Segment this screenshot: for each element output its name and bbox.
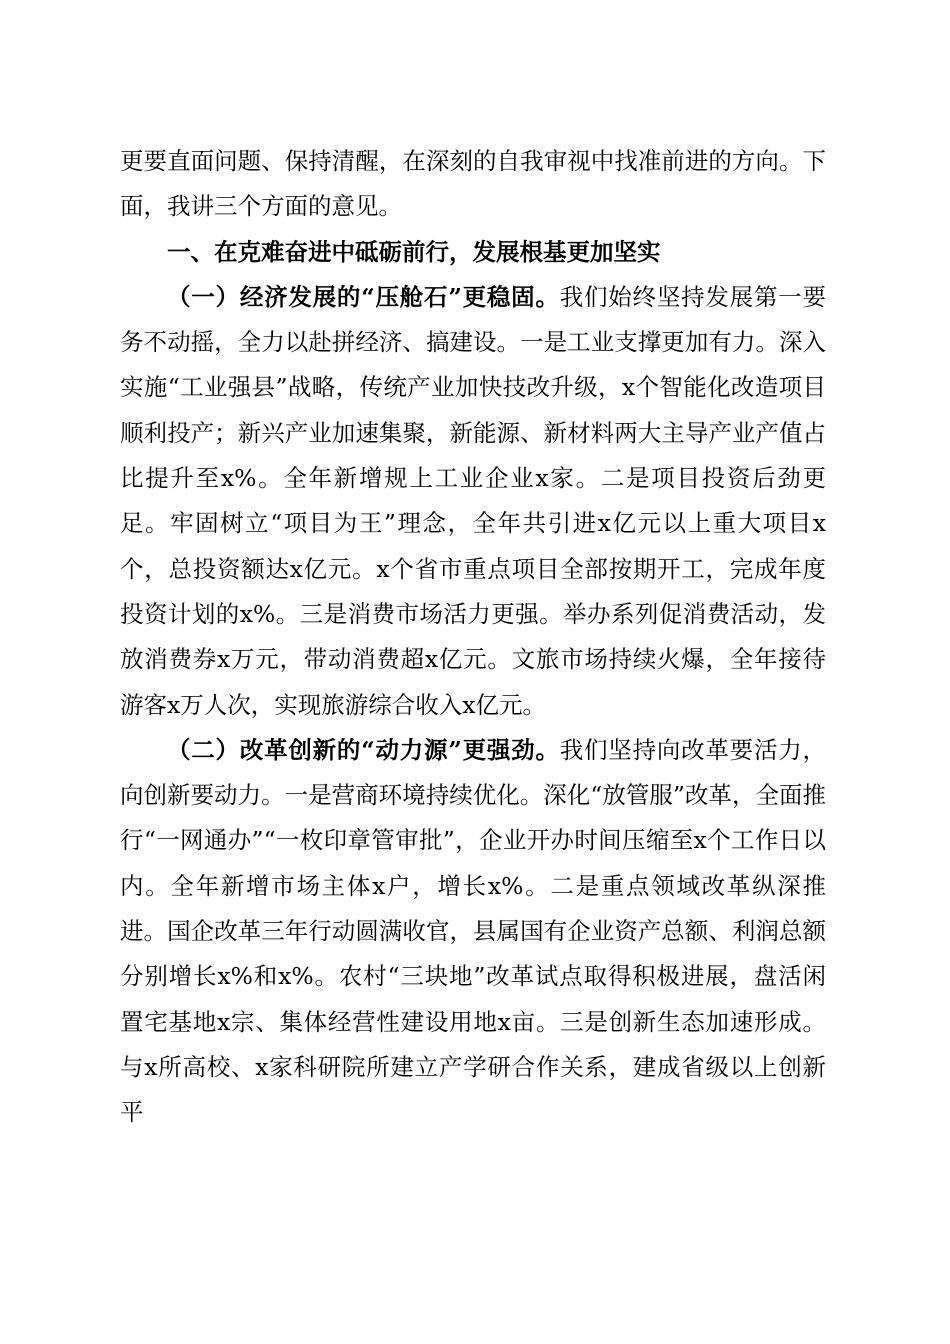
intro-paragraph-continued: 更要直面问题、保持清醒，在深刻的自我审视中找准前进的方向。下面，我讲三个方面的意见。 — [120, 147, 826, 221]
paragraph-economy — [120, 275, 826, 728]
paragraph-economy-body: 我们始终坚持发展第一要务不动摇，全力以赴拼经济、搞建设。一是工业支撑更加有力。深入实施“工业强县”战略，传统产业加快技改升级，x个智能化改造项目顺利投产；新兴产业加速集聚，新能源、新材料两大主导产业产值占比提升至x%。全年新增规上工业企业x家。二是项目投资后劲更足。牢固树立“项目为王”理念，全年共引进x亿元以上重大项目x个，总投资额达x亿元。x个省市重点项目全部按期开工，完成年度投资计划的x%。三是消费市场活力更强。举办系列促消费活动，发放消费券x万元，带动消费超x亿元。文旅市场持续火爆，全年接待游客x万人次，实现旅游综合收入x亿元。 — [120, 282, 826, 719]
subheading-reform: （二）改革创新的“动力源”更强劲。 — [167, 735, 560, 764]
paragraph-reform — [120, 728, 826, 1136]
section-heading-1: 一、在克难奋进中砥砺前行，发展根基更加坚实 — [167, 237, 661, 266]
subheading-economy: （一）经济发展的“压舱石”更稳固。 — [167, 282, 560, 311]
paragraph-reform-body: 我们坚持向改革要活力，向创新要动力。一是营商环境持续优化。深化“放管服”改革，全面推行“一网通办”“一枚印章管审批”，企业开办时间压缩至x个工作日以内。全年新增市场主体x户，增长x%。二是重点领域改革纵深推进。国企改革三年行动圆满收官，县属国有企业资产总额、利润总额分别增长x%和x%。农村“三块地”改革试点取得积极进展，盘活闲置宅基地x宗、集体经营性建设用地x亩。三是创新生态加速形成。与x所高校、x家科研院所建立产学研合作关系，建成省级以上创新平 — [120, 735, 826, 1127]
document-body — [120, 139, 826, 1136]
